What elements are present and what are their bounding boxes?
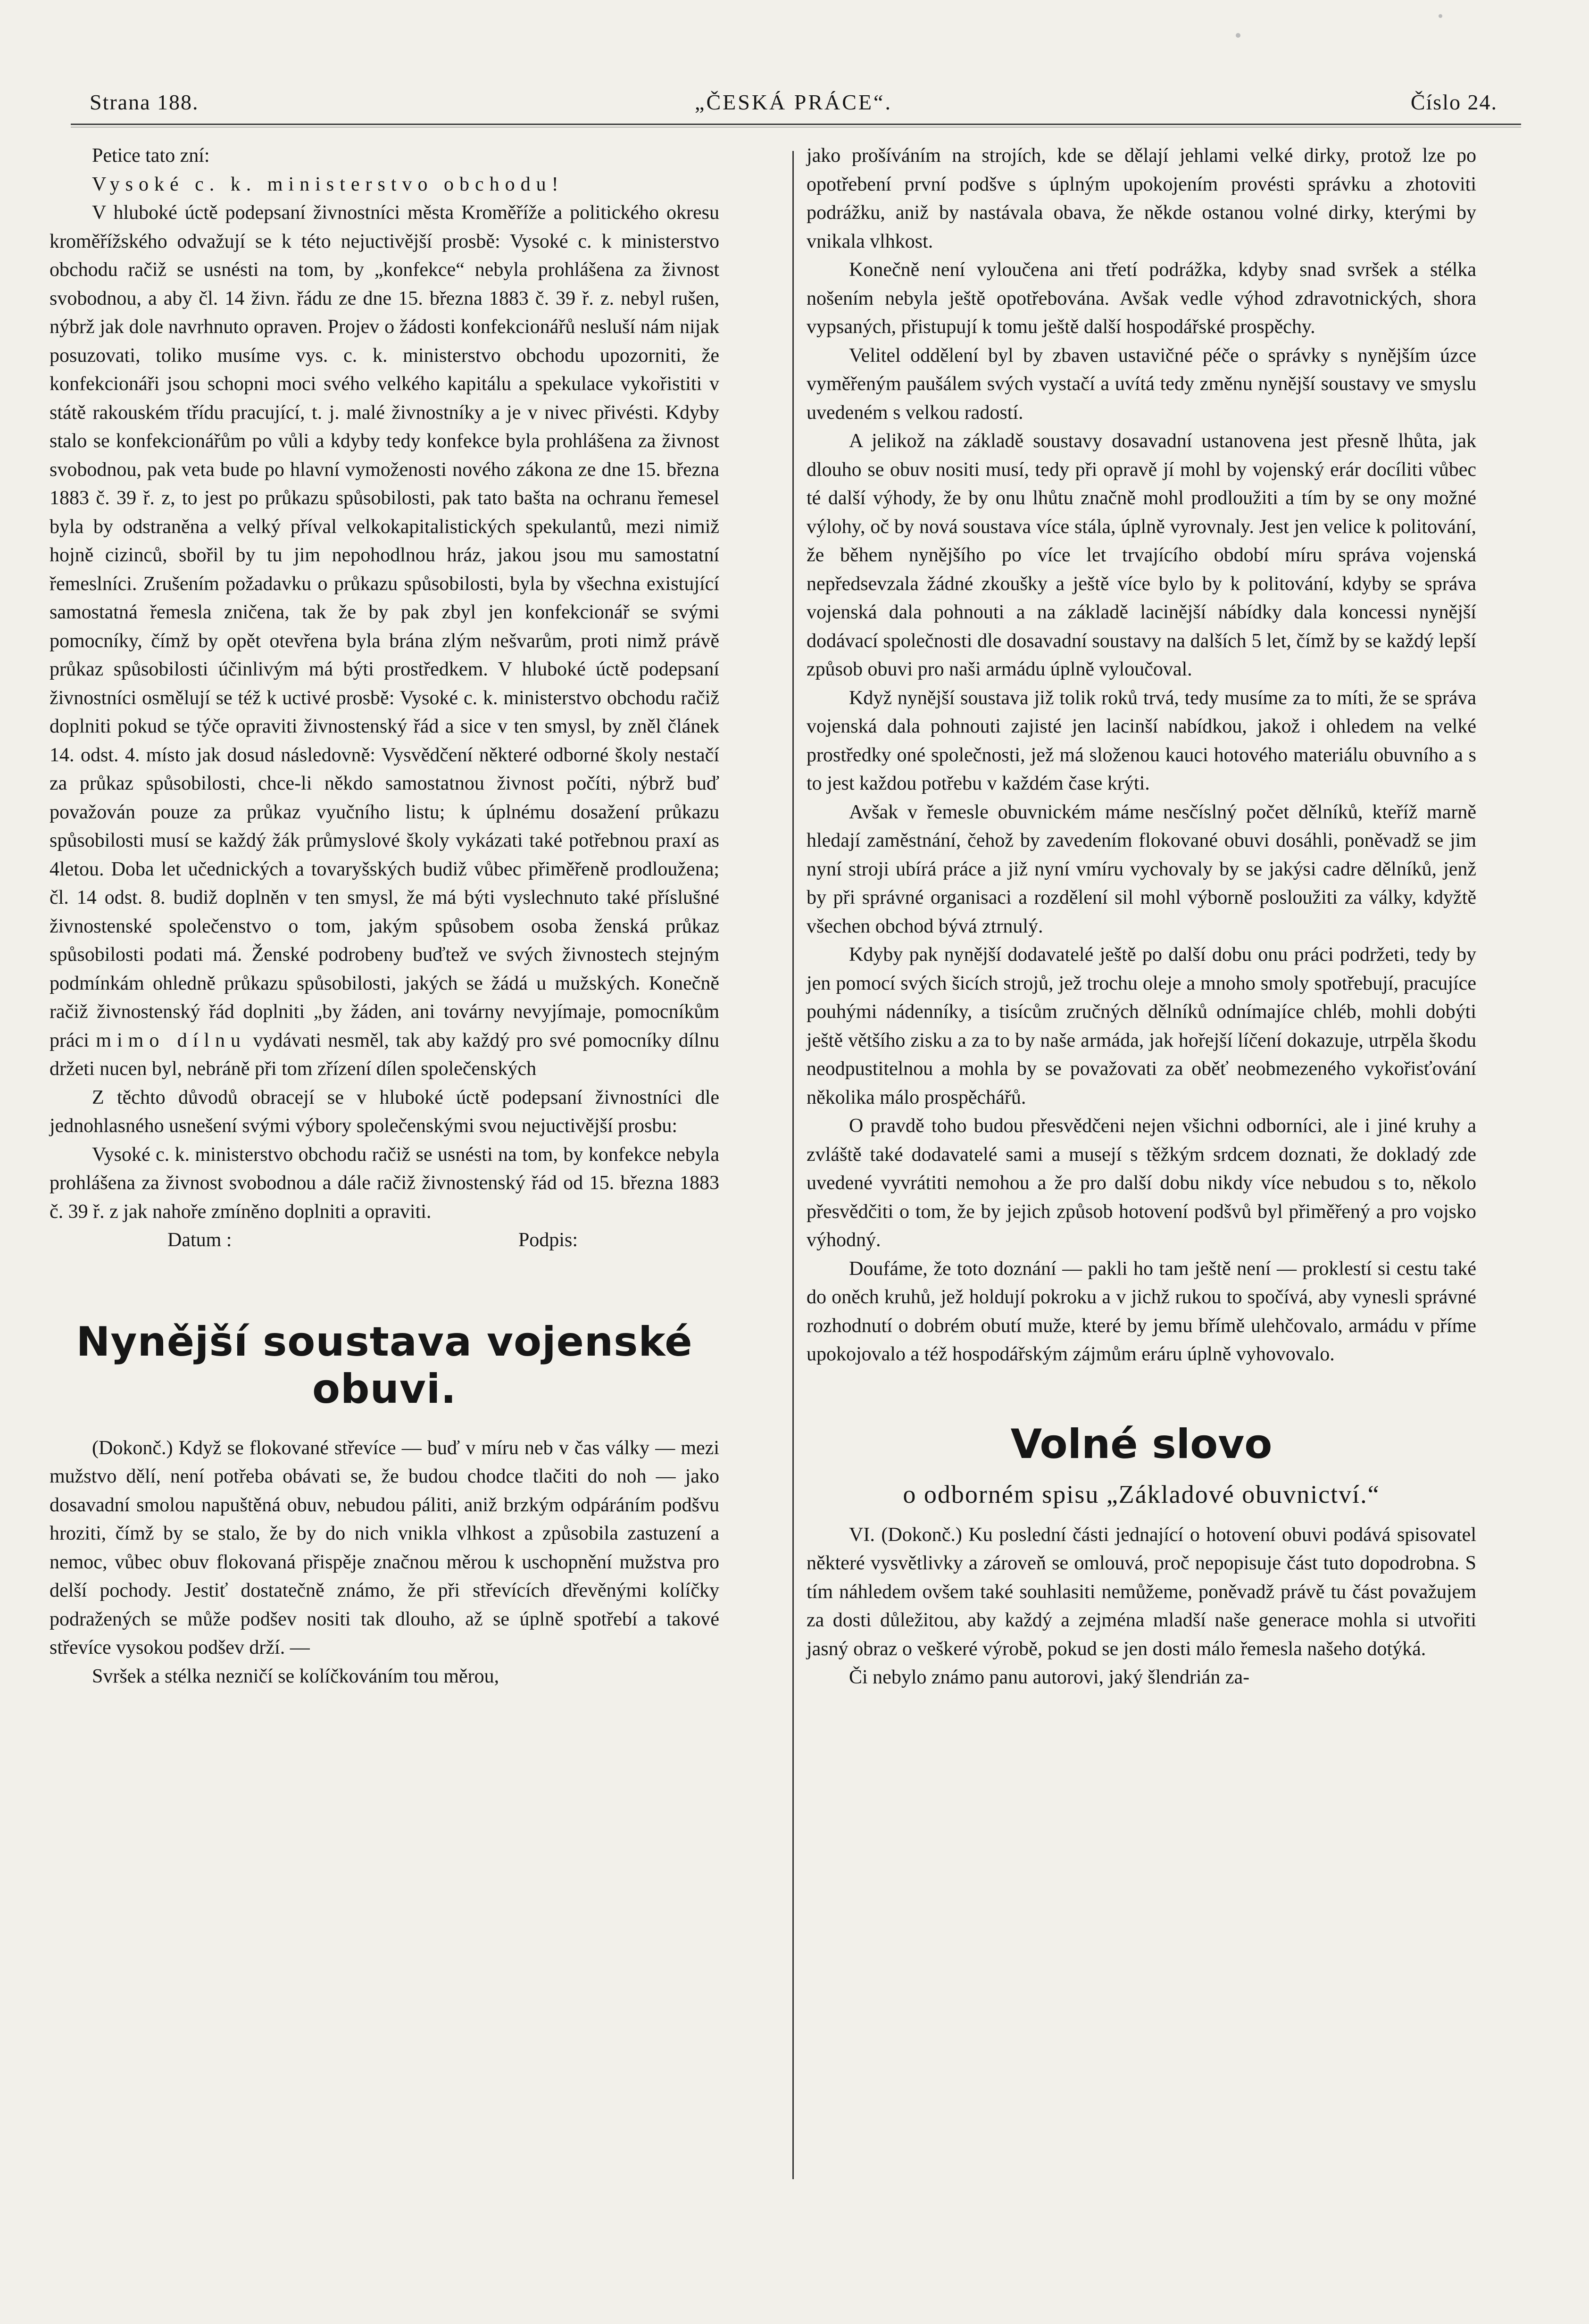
spaced-phrase: mimo dílnu <box>96 1029 247 1051</box>
petition-intro: Petice tato zní: <box>92 145 210 167</box>
article-title: Nynější soustava vojenské obuvi. <box>76 1318 693 1413</box>
article-paragraph: (Dokonč.) Když se flokované střevíce — buď v míru neb v čas války — mezi mužstvo dělí, není potřeba obávati se, že budou chodce tlačiti do noh — jako dosavadní smolou napuštěná obuv, nebudou páliti, aniž brzkým odpáráním podšvu hroziti, čímž by se stalo, že by do nich vnikla vlhkost a způsobila zastuzení a nemoc, vůbec obuv flokovaná přispěje značnou měrou k uschopnění mužstva pro delší pochody. Jestiť dostatečně známo, že při střevících dřevěnými kolíčky podražených se může podšev nositi tak dlouho, až se úplně spotřebí a takové střevíce vysokou podšev drží. — <box>50 1437 719 1658</box>
article-paragraph: Kdyby pak nynější dodavatelé ještě po další dobu onu práci podržeti, tedy by jen pomocí svých šicích strojů, jež trochu oleje a mnoho smoly spotřebují, pracujíce pouhými nádenníky, a tisícům zručných dělníků odnímajíce chléb, mohli dobýti ještě většího zisku a za to by naše armáda, jak hořejší líčení dokazuje, utrpěla škodu neodpustitelnou a mohla by se považovati za oběť neobmezeného vykořisťování několika málo prospěchářů. <box>807 944 1476 1108</box>
signature-label: Podpis: <box>518 1229 578 1251</box>
page-header <box>90 85 1497 118</box>
article-paragraph: O pravdě toho budou přesvědčeni nejen všichni odborníci, ale i jiné kruhy a zvláště také dodavatelé sami a musejí s těžkým srdcem doznati, že dokladý zde uvedené vyvrátiti nemohou a že pro další dobu nikdy více nebudou s to, několo přesvědčiti o tom, že by jejich způsob hotovení podšvů byl přiměřený a pro vojsko výhodný. <box>807 1115 1476 1251</box>
date-label: Datum : <box>167 1229 232 1251</box>
section-paragraph: Či nebylo známo panu autorovi, jaký šlendrián za- <box>849 1666 1250 1688</box>
petition-paragraph <box>50 199 719 1083</box>
page-number: Strana 188. <box>90 90 199 114</box>
petition-body: V hluboké úctě podepsaní živnostníci města Kroměříže a politického okresu kroměřížského odvažují se k této nejuctivější prosbě: Vysoké c. k ministerstvo obchodu račiž se usnésti na tom, by „konfekce“ nebyla prohlášena za živnost svobodnou, a aby čl. 14 živn. řádu ze dne 15. března 1883 č. 39 ř. z. nebyl rušen, nýbrž jak dole navrhnuto opraven. Projev o žádosti konfekcionářů nesluší nám nijak posuzovati, toliko musíme vys. c. k. ministerstvo obchodu upozorniti, že konfekcionáři jsou schopni moci svého velkého kapitálu a spekulace vykořistiti v státě rakouském třídu pracující, t. j. malé živnostníky a je v nivec přivésti. Kdyby stalo se konfekcionářům po vůli a kdyby tedy konfekce byla prohlášena za živnost svobodnou, pak veta bude po hlavní vymoženosti nového zákona ze dne 15. března 1883 č. 39 ř. z, to jest po průkazu spůsobilosti, pak tato bašta na ochranu řemesel byla by odstraněna a velký příval velkokapitalistických spekulantů, mezi nimiž hojně cizinců, sbořil by tu jim nepohodlnou hráz, jakou jsou mu samostatní řemeslníci. Zrušením požadavku o průkazu spůsobilosti, byla by všechna existující samostatná řemesla zničena, tak že by pak zbyl jen konfekcionář se svými pomocníky, čímž by opět otevřena byla brána zlým nešvarům, proti nimž právě průkaz spůsobilosti účinlivým má býti prostředkem. V hluboké úctě podepsaní živnostníci osmělují se též k uctivé prosbě: Vysoké c. k. ministerstvo obchodu račiž doplniti pokud se týče opraviti živnostenský řád a sice v ten smysl, by zněl článek 14. odst. 4. místo jak dosud následovně: Vysvědčení některé odborné školy nestačí za průkaz spůsobilosti, chce-li někdo samostatnou živnost počíti, nýbrž buď považován pouze za průkaz vyučního listu; k úplnému dosažení průkazu spůsobilosti musí se každý žák průmyslové školy vykázati také potřebnou praxí as 4letou. Doba let učednických a tovaryšských budiž vůbec přiměřeně prodloužena; čl. 14 odst. 8. budiž doplněn v ten smysl, že má býti vyslechnuto také příslušné živnostenské společenstvo o tom, jakým spůsobem osoba ženská průkaz spůsobilosti podati má. Ženské podrobeny buďtež ve svých živnostech stejným podmínkám ohledně průkazu spůsobilosti, jakých se žádá u mužských. Konečně račiž živnostenský řád doplniti „by žáden, ani továrny nevyjímaje, pomocníkům práci <box>50 202 719 1051</box>
left-column <box>50 142 719 1691</box>
petition-body-end: vydávati nesměl, tak aby každý pro své pomocníky dílnu držeti nucen byl, nebráně při tom zřízení dílen společenských <box>50 1029 719 1080</box>
journal-title: „ČESKÁ PRÁCE“. <box>695 90 892 114</box>
section-subtitle: o odborném spisu „Základové obuvnictví.“ <box>903 1480 1380 1508</box>
header-rule <box>71 124 1521 127</box>
article-paragraph: Doufáme, že toto doznání — pakli ho tam ještě není — proklestí si cestu také do oněch kruhů, jež holdují pokroku a v jichž rukou to spočívá, aby vynesli správné rozhodnutí o dobrém obutí muže, které by jemu břímě ulehčovalo, armádu v příme upokojovalo a též hospodářským zájmům eráru úplně vyhovovalo. <box>807 1258 1476 1365</box>
column-divider <box>792 151 794 2179</box>
article-paragraph: Velitel oddělení byl by zbaven ustavičné péče o správky s nynějším úzce vyměřeným paušálem svých vystačí a uvítá tedy změnu nynější soustavy ve smyslu uvedeném s velkou radostí. <box>807 344 1476 424</box>
article-paragraph: Avšak v řemesle obuvnickém máme nesčíslný počet dělníků, kteříž marně hledají zaměstnání, čehož by zavedením flokované obuvi dosáhli, poněvadž se jim nyní stroji ubírá práce a již nyní vmíru vychovaly by se jakýsi cadre dělníků, jenž by při správné organisaci a rozdělení sil mohl výborně posloužiti za války, kdyžtě všechen obchod bývá ztrnulý. <box>807 801 1476 937</box>
petition-addressee: Vysoké c. k. ministerstvo obchodu! <box>92 173 564 195</box>
issue-number: Číslo 24. <box>1410 90 1497 114</box>
petition-request: Vysoké c. k. ministerstvo obchodu račiž se usnésti na tom, by konfekce nebyla prohlášena za živnost svobodnou a dále račiž živnostenský řád od 15. března 1883 č. 39 ř. z jak nahoře zmíněno doplniti a opraviti. <box>50 1143 719 1223</box>
petition-conclusion: Z těchto důvodů obracejí se v hluboké úctě podepsaní živnostníci dle jednohlasného usnešení svými výbory společenskými svou nejuctivější prosbu: <box>50 1086 719 1137</box>
paper-speck <box>1236 33 1240 38</box>
section-paragraph: VI. (Dokonč.) Ku poslední části jednající o hotovení obuvi podává spisovatel některé vysvětlivky a zároveň se omlouvá, proč nepopisuje část tuto dopodrobna. S tím náhledem ovšem také souhlasiti nemůžeme, poněvadž právě tu část považujem za dosti důležitou, aby každý a zejména mladší naše generace mohla si utvořiti jasný obraz o veškeré výrobě, pokud se jen dosti málo řemesla našeho dotýká. <box>807 1524 1476 1660</box>
article-paragraph: Když nynější soustava již tolik roků trvá, tedy musíme za to míti, že se správa vojenská dala pohnouti zajisté jen lacinší nabídkou, jakož i ohledem na velké prostředky oné společnosti, jež má složenou kauci hotového materiálu obuvního a s to jest každou potřebu v každém čase krýti. <box>807 687 1476 794</box>
article-paragraph: jako prošíváním na strojích, kde se dělají jehlami velké dirky, protož lze po opotřebení první podšve s úplným upokojením provésti správku a zhotoviti podrážku, aniž by nastávala obava, že někde ostanou volné dirky, kterými by vnikala vlhkost. <box>807 145 1476 252</box>
paper-speck <box>1439 14 1442 18</box>
article-paragraph: A jelikož na základě soustavy dosavadní ustanovena jest přesně lhůta, jak dlouho se obuv nositi musí, tedy při opravě jí mohl by vojenský erár docíliti vůbec té další výhody, že by onu lhůtu značně mohl prodloužiti a tím by se ony možné výlohy, oč by nová soustava více stála, úplně vyrovnaly. Jest jen velice k politování, že během nynějšího po více let trvajícího období míru správa vojenská nepředsevzala žádné zkoušky a ještě více bylo by k politování, kdyby se správa vojenská dala pohnouti a na základě lacinější nábídky dala koncessi nynější dodávací společnosti dle dosavadní soustavy na dalších 5 let, čímž by se každý lepší způsob obuvi pro naši armádu úplně vyloučoval. <box>807 430 1476 680</box>
article-paragraph: Konečně není vyloučena ani třetí podrážka, kdyby snad svršek a stélka nošením nebyla ještě opotřebována. Avšak vedle výhod zdravotnických, shora vypsaných, přistupují k tomu ještě další hospodářské prospěchy. <box>807 259 1476 338</box>
article-paragraph: Svršek a stélka nezničí se kolíčkováním tou měrou, <box>92 1665 499 1687</box>
signature-row <box>50 1226 719 1255</box>
right-column <box>807 142 1476 1692</box>
section-title: Volné slovo <box>1010 1420 1273 1468</box>
